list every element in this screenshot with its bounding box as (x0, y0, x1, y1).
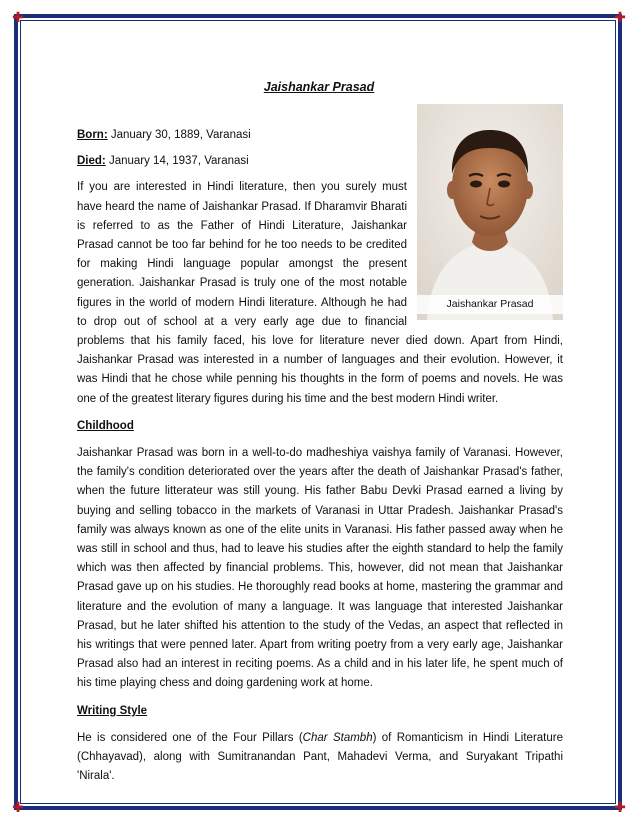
document-title: Jaishankar Prasad (263, 80, 375, 94)
writing-style-heading: Writing Style (77, 704, 148, 717)
corner-ornament-icon: ✚ (12, 10, 24, 26)
portrait-illustration (417, 104, 563, 320)
writing-text-italic: Char Stambh (302, 731, 373, 744)
intro-paragraph: If you are interested in Hindi literature, then you surely must have heard the name of Jaishankar Prasad. If Dharamvir Bharati is referred to as the Father of Hindi Literature, Jaishankar Prasad cannot be too far behind for he too needs to be credited for making Hindi language popular amongst the present generation. Jaishankar Prasad is truly one of the most notable figures in the world of modern Hindi literature. Although he had to drop out of school at a very early age due to financial problems that his family faced, his love for literature never died down. Apart from Hindi, Jaishankar Prasad was interested in a number of languages and their evolution. However, it was Hindi that he chose while penning his thoughts in the form of poems and novels. He was one of the greatest literary figures during his time and the best modern Hindi writer. (77, 181, 563, 405)
writing-text-start: He is considered one of the Four Pillars ( (77, 731, 303, 744)
portrait-caption: Jaishankar Prasad (417, 295, 563, 314)
corner-ornament-icon: ✚ (12, 800, 24, 816)
died-label: Died: (77, 155, 106, 168)
corner-ornament-icon: ✚ (614, 800, 626, 816)
died-value: January 14, 1937, Varanasi (105, 155, 249, 168)
corner-ornament-icon: ✚ (614, 10, 626, 26)
portrait-image (417, 104, 563, 320)
writing-style-paragraph (77, 729, 563, 787)
born-label: Born: (77, 129, 108, 141)
childhood-heading: Childhood (77, 419, 134, 432)
childhood-paragraph: Jaishankar Prasad was born in a well-to-do madheshiya vaishya family of Varanasi. However, the family's condition deteriorated over the years after the death of Jaishankar Prasad's father, when the future litterateur was still young. His father Babu Devki Prasad earned a living by buying and selling tobacco in the markets of Varanasi in Uttar Pradesh. Jaishankar Prasad's family was always known as one of the elite units in Varanasi. His father passed away when he was still in school and thus, had to leave his studies after the eighth standard to help the family which was then affected by financial problems. This, however, did not mean that Jaishankar Prasad gave up on his studies. He thoroughly read books at home, mastering the grammar and literature and the evolution of many a language. It was language that interested Jaishankar Prasad, but he later shifted his attention to the study of the Vedas, an aspect that reflected in his writings that were penned later. Apart from writing poetry from a very early age, Jaishankar Prasad also had an interest in reciting poems. As a child and in his later life, he spent much of his time playing chess and doing gardening work at home. (77, 447, 563, 690)
document-body (77, 126, 563, 787)
born-value: January 30, 1889, Varanasi (107, 129, 251, 141)
writing-text-end: ) of Romanticism in Hindi Literature (Chhayavad), along with Sumitranandan Pant, Mahadevi Verma, and Suryakant Tripathi 'Nirala'. (77, 731, 563, 783)
